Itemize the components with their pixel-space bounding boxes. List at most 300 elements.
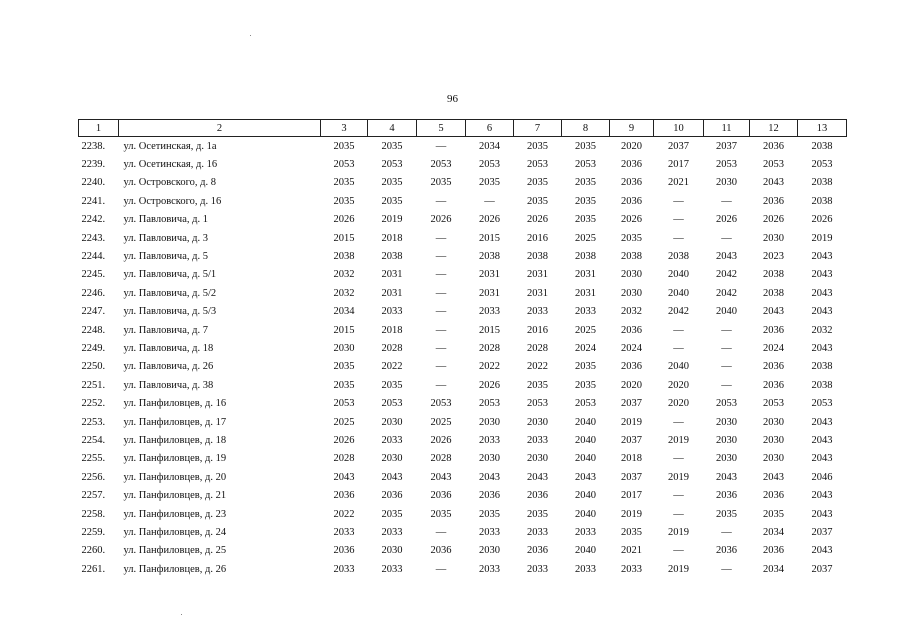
year-cell: 2022 [527,361,548,373]
year-cell: 2034 [763,526,784,538]
address-cell: ул. Павловича, д. 18 [123,342,214,354]
year-cell: 2035 [381,508,403,520]
year-cell: 2031 [575,269,596,281]
column-header: 5 [417,120,466,137]
address-cell: ул. Павловича, д. 5 [123,251,208,263]
year-cell: 2036 [763,195,784,207]
year-cell: 2033 [381,526,403,538]
year-cell: 2032 [333,269,355,281]
year-cell: 2033 [381,306,403,318]
year-cell: 2043 [811,453,833,465]
year-cell: 2035 [575,361,596,373]
year-cell: 2036 [621,177,642,189]
year-cell: 2053 [381,398,403,410]
year-cell: 2033 [381,563,403,575]
table-row [79,192,847,210]
year-cell: 2035 [527,177,548,189]
year-cell: — [435,342,447,354]
year-cell: 2038 [479,251,500,263]
year-cell: 2053 [333,398,355,410]
row-number: 2239. [81,159,106,171]
year-cell: 2043 [716,471,737,483]
year-cell: 2036 [527,545,548,557]
year-cell: 2053 [479,159,500,171]
row-number: 2261. [81,563,106,575]
year-cell: 2053 [763,159,784,171]
year-cell: 2036 [479,490,500,502]
year-cell: 2030 [763,232,784,244]
year-cell: 2035 [479,177,500,189]
year-cell: 2028 [479,342,500,354]
year-cell: 2053 [763,398,784,410]
year-cell: 2026 [479,214,500,226]
year-cell: 2040 [575,434,596,446]
year-cell: 2035 [716,508,737,520]
year-cell: 2035 [527,508,548,520]
year-cell: 2038 [763,287,784,299]
year-cell: 2037 [811,526,833,538]
year-cell: — [721,379,732,391]
year-cell: 2026 [621,214,642,226]
year-cell: 2035 [430,177,452,189]
year-cell: 2043 [430,471,452,483]
year-cell: — [435,379,447,391]
year-cell: 2030 [716,434,737,446]
year-cell: 2036 [621,324,642,336]
year-cell: 2043 [333,471,355,483]
table-body [79,137,847,579]
year-cell: 2036 [716,490,737,502]
year-cell: 2033 [527,434,548,446]
year-cell: 2015 [333,324,355,336]
row-number: 2238. [81,140,106,152]
year-cell: 2040 [575,490,596,502]
year-cell: 2033 [381,434,403,446]
year-cell: 2032 [621,306,642,318]
year-cell: 2019 [811,232,833,244]
year-cell: — [673,214,684,226]
year-cell: 2019 [621,508,642,520]
year-cell: 2035 [381,140,403,152]
year-cell: — [721,342,732,354]
address-cell: ул. Панфиловцев, д. 16 [123,398,227,410]
table-row [79,523,847,541]
year-cell: — [721,195,732,207]
address-cell: ул. Павловича, д. 5/1 [123,269,217,281]
address-cell: ул. Павловича, д. 26 [123,361,214,373]
year-cell: 2019 [668,526,689,538]
year-cell: 2053 [716,398,737,410]
year-cell: 2025 [575,232,596,244]
year-cell: 2046 [811,471,833,483]
table-row [79,339,847,357]
year-cell: 2043 [763,306,784,318]
year-cell: 2031 [575,287,596,299]
year-cell: — [673,342,684,354]
row-number: 2249. [81,342,106,354]
year-cell: 2036 [333,490,355,502]
year-cell: 2033 [575,563,596,575]
year-cell: — [435,526,447,538]
column-header: 6 [466,120,514,137]
year-cell: 2043 [811,269,833,281]
year-cell: 2015 [479,324,500,336]
year-cell: 2036 [763,379,784,391]
year-cell: 2033 [621,563,642,575]
row-number: 2240. [81,177,106,189]
year-cell: — [484,195,495,207]
year-cell: 2033 [527,306,548,318]
year-cell: 2035 [333,361,355,373]
row-number: 2244. [81,251,106,263]
year-cell: 2028 [527,342,548,354]
row-number: 2247. [81,306,106,318]
year-cell: 2036 [621,159,642,171]
address-cell: ул. Павловича, д. 1 [123,214,208,226]
year-cell: 2033 [479,526,500,538]
scan-speck [250,35,251,36]
year-cell: 2033 [333,526,355,538]
address-cell: ул. Островского, д. 16 [123,195,222,207]
year-cell: — [673,490,684,502]
address-cell: ул. Павловича, д. 7 [123,324,208,336]
row-number: 2255. [81,453,106,465]
year-cell: 2030 [621,269,642,281]
year-cell: 2036 [333,545,355,557]
year-cell: 2030 [333,342,355,354]
year-cell: 2043 [575,471,596,483]
year-cell: 2042 [716,269,737,281]
year-cell: 2053 [381,159,403,171]
year-cell: 2016 [527,324,548,336]
year-cell: 2034 [479,140,500,152]
year-cell: 2053 [811,159,833,171]
year-cell: 2030 [479,545,500,557]
table-row [79,431,847,449]
year-cell: 2053 [716,159,737,171]
year-cell: 2018 [381,232,403,244]
year-cell: 2038 [381,251,403,263]
address-cell: ул. Осетинская, д. 1а [123,140,217,152]
address-cell: ул. Павловича, д. 5/2 [123,287,217,299]
year-cell: 2038 [668,251,689,263]
year-cell: 2053 [575,159,596,171]
year-cell: 2022 [381,361,403,373]
year-cell: 2038 [333,251,355,263]
year-cell: 2035 [575,140,596,152]
row-number: 2248. [81,324,106,336]
address-cell: ул. Панфиловцев, д. 19 [123,453,227,465]
year-cell: 2026 [763,214,784,226]
year-cell: 2043 [811,416,833,428]
year-cell: 2036 [763,490,784,502]
year-cell: 2034 [763,563,784,575]
column-header: 3 [321,120,368,137]
year-cell: — [673,195,684,207]
year-cell: 2035 [430,508,452,520]
year-cell: — [721,563,732,575]
year-cell: 2040 [716,306,737,318]
year-cell: 2033 [479,563,500,575]
address-cell: ул. Павловича, д. 5/3 [123,306,217,318]
year-cell: 2019 [621,416,642,428]
year-cell: 2033 [575,306,596,318]
row-number: 2241. [81,195,106,207]
year-cell: 2035 [333,140,355,152]
year-cell: 2030 [716,416,737,428]
year-cell: 2020 [621,379,642,391]
year-cell: 2030 [479,416,500,428]
year-cell: 2040 [575,416,596,428]
row-number: 2246. [81,287,106,299]
row-number: 2257. [81,490,106,502]
row-number: 2260. [81,545,106,557]
column-header: 11 [704,120,750,137]
year-cell: — [435,563,447,575]
year-cell: 2053 [527,398,548,410]
table-row [79,450,847,468]
year-cell: 2035 [621,232,642,244]
year-cell: 2037 [621,471,642,483]
year-cell: 2036 [621,361,642,373]
year-cell: 2040 [668,269,689,281]
year-cell: 2043 [381,471,403,483]
year-cell: 2024 [621,342,642,354]
row-number: 2258. [81,508,106,520]
year-cell: — [673,416,684,428]
year-cell: 2026 [430,434,452,446]
year-cell: 2019 [668,434,689,446]
address-cell: ул. Панфиловцев, д. 24 [123,526,227,538]
year-cell: 2043 [811,490,833,502]
year-cell: 2040 [575,545,596,557]
year-cell: 2030 [763,453,784,465]
year-cell: 2035 [763,508,784,520]
year-cell: — [435,195,447,207]
year-cell: 2035 [381,379,403,391]
year-cell: 2035 [333,195,355,207]
year-cell: — [673,508,684,520]
table-row [79,413,847,431]
year-cell: 2053 [430,398,452,410]
year-cell: 2026 [527,214,548,226]
year-cell: 2024 [763,342,784,354]
year-cell: 2036 [716,545,737,557]
header-row [79,120,847,137]
year-cell: 2042 [716,287,737,299]
year-cell: 2036 [430,545,452,557]
year-cell: 2036 [763,545,784,557]
year-cell: 2038 [811,195,833,207]
year-cell: 2022 [333,508,355,520]
year-cell: 2020 [668,398,689,410]
year-cell: 2026 [333,214,355,226]
year-cell: 2043 [811,306,833,318]
table-row [79,321,847,339]
year-cell: 2030 [381,416,403,428]
year-cell: 2043 [716,251,737,263]
year-cell: 2017 [668,159,689,171]
year-cell: — [673,232,684,244]
year-cell: 2021 [668,177,689,189]
table-row [79,542,847,560]
year-cell: 2028 [333,453,355,465]
scan-speck [181,614,182,615]
address-cell: ул. Панфиловцев, д. 23 [123,508,227,520]
data-table [78,119,847,578]
year-cell: 2035 [381,177,403,189]
column-header: 7 [514,120,562,137]
row-number: 2253. [81,416,106,428]
table-row [79,303,847,321]
address-cell: ул. Панфиловцев, д. 17 [123,416,227,428]
year-cell: 2031 [381,287,403,299]
year-cell: — [721,324,732,336]
year-cell: 2040 [575,508,596,520]
year-cell: 2019 [668,563,689,575]
column-header: 2 [119,120,321,137]
address-cell: ул. Павловича, д. 38 [123,379,214,391]
row-number: 2242. [81,214,106,226]
year-cell: — [721,232,732,244]
table-row [79,174,847,192]
year-cell: 2043 [763,177,784,189]
column-header: 12 [750,120,798,137]
year-cell: 2031 [479,287,500,299]
row-number: 2251. [81,379,106,391]
table-row [79,376,847,394]
column-header: 10 [654,120,704,137]
year-cell: 2026 [479,379,500,391]
table-row [79,505,847,523]
address-cell: ул. Панфиловцев, д. 26 [123,563,227,575]
year-cell: — [435,251,447,263]
row-number: 2256. [81,471,106,483]
year-cell: 2033 [479,306,500,318]
year-cell: 2042 [668,306,689,318]
table-row [79,155,847,173]
year-cell: 2037 [811,563,833,575]
year-cell: 2016 [527,232,548,244]
address-cell: ул. Осетинская, д. 16 [123,159,218,171]
year-cell: 2043 [811,545,833,557]
column-header: 13 [798,120,847,137]
year-cell: 2035 [333,177,355,189]
page-number: 96 [447,93,458,105]
year-cell: — [435,232,447,244]
year-cell: 2030 [763,434,784,446]
year-cell: 2035 [527,195,548,207]
year-cell: 2024 [575,342,596,354]
year-cell: 2018 [381,324,403,336]
year-cell: 2035 [575,177,596,189]
address-cell: ул. Павловича, д. 3 [123,232,208,244]
year-cell: 2053 [575,398,596,410]
year-cell: 2040 [668,361,689,373]
table-row [79,266,847,284]
year-cell: 2036 [381,490,403,502]
year-cell: — [435,361,447,373]
address-cell: ул. Панфиловцев, д. 21 [123,490,227,502]
year-cell: 2038 [527,251,548,263]
table-row [79,358,847,376]
year-cell: 2030 [763,416,784,428]
year-cell: 2026 [430,214,452,226]
column-header: 1 [79,120,119,137]
year-cell: 2038 [811,361,833,373]
year-cell: 2023 [763,251,784,263]
address-cell: ул. Панфиловцев, д. 25 [123,545,227,557]
year-cell: 2033 [575,526,596,538]
year-cell: 2053 [430,159,452,171]
year-cell: 2030 [621,287,642,299]
row-number: 2254. [81,434,106,446]
year-cell: 2031 [479,269,500,281]
address-cell: ул. Островского, д. 8 [123,177,217,189]
year-cell: — [435,269,447,281]
year-cell: 2038 [811,140,833,152]
year-cell: 2035 [381,195,403,207]
year-cell: 2053 [811,398,833,410]
year-cell: 2036 [527,490,548,502]
year-cell: 2035 [621,526,642,538]
year-cell: 2036 [763,140,784,152]
year-cell: 2038 [621,251,642,263]
year-cell: 2033 [527,526,548,538]
year-cell: 2043 [811,287,833,299]
year-cell: 2040 [575,453,596,465]
year-cell: 2030 [381,453,403,465]
year-cell: — [673,324,684,336]
year-cell: 2021 [621,545,642,557]
year-cell: 2015 [333,232,355,244]
table-row [79,211,847,229]
year-cell: 2036 [621,195,642,207]
year-cell: — [721,526,732,538]
year-cell: — [435,306,447,318]
year-cell: 2038 [811,379,833,391]
year-cell: 2035 [575,379,596,391]
year-cell: 2037 [621,398,642,410]
year-cell: 2032 [333,287,355,299]
year-cell: 2020 [621,140,642,152]
year-cell: 2034 [333,306,355,318]
year-cell: 2015 [479,232,500,244]
year-cell: 2038 [763,269,784,281]
year-cell: 2036 [763,324,784,336]
address-cell: ул. Панфиловцев, д. 18 [123,434,227,446]
year-cell: — [673,453,684,465]
year-cell: 2035 [527,379,548,391]
year-cell: 2019 [381,214,403,226]
table-row [79,137,847,156]
year-cell: 2035 [333,379,355,391]
table-row [79,394,847,412]
year-cell: 2043 [479,471,500,483]
year-cell: 2043 [527,471,548,483]
year-cell: 2035 [527,140,548,152]
year-cell: 2019 [668,471,689,483]
address-cell: ул. Панфиловцев, д. 20 [123,471,227,483]
row-number: 2245. [81,269,106,281]
table-row [79,468,847,486]
year-cell: — [435,287,447,299]
year-cell: 2043 [811,251,833,263]
year-cell: 2028 [381,342,403,354]
year-cell: 2038 [811,177,833,189]
year-cell: 2040 [668,287,689,299]
year-cell: 2030 [527,416,548,428]
